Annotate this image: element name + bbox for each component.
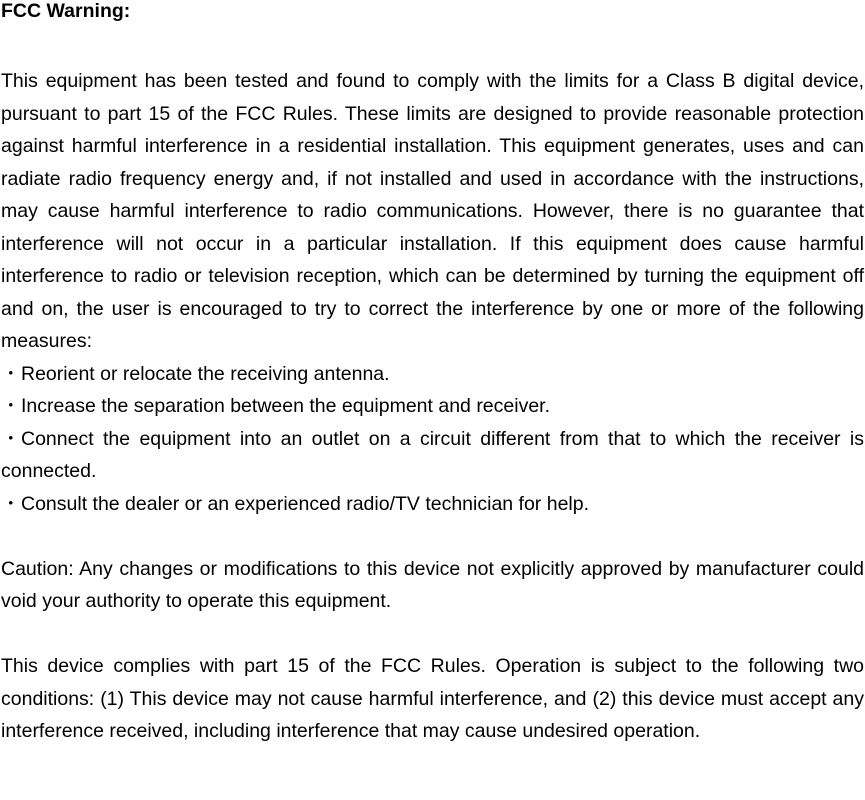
bullet-icon: ・: [1, 395, 21, 417]
measure-text: Consult the dealer or an experienced radio/TV technician for help.: [21, 492, 590, 515]
spacer: [1, 520, 864, 553]
document-title: FCC Warning:: [1, 0, 131, 22]
intro-paragraph: This equipment has been tested and found to comply with the limits for a Class B digital device, pursuant to part 15 of the FCC Rules. These limits are designed to provide reasonable protection against harmful interference in a residential installation. This equipment generates, uses and can radiate radio frequency energy and, if not installed and used in accordance with the instructions, may cause harmful interference to radio communications. However, there is no guarantee that interference will not occur in a particular installation. If this equipment does cause harmful interference to radio or television reception, which can be determined by turning the equipment off and on, the user is encouraged to try to correct the interference by one or more of the following measures:: [1, 70, 864, 352]
compliance-paragraph: This device complies with part 15 of the FCC Rules. Operation is subject to the following two conditions: (1) This device may not cause harmful interference, and (2) this device must accept any interference received, including interference that may cause undesired operation.: [1, 655, 864, 742]
bullet-icon: ・: [1, 362, 21, 385]
measure-item-3: [1, 423, 864, 488]
measure-text: Increase the separation between the equipment and receiver.: [21, 395, 551, 417]
measure-text: Connect the equipment into an outlet on a circuit different from that to which the receiver is connected.: [1, 427, 864, 482]
measure-item-4: [1, 488, 864, 521]
spacer: [1, 22, 864, 65]
bullet-icon: ・: [1, 492, 21, 515]
bullet-icon: ・: [1, 427, 21, 450]
spacer: [1, 618, 864, 651]
measure-item-1: [1, 358, 864, 391]
measure-text: Reorient or relocate the receiving antenna.: [21, 362, 390, 385]
measure-item-2: [1, 390, 864, 423]
caution-paragraph: Caution: Any changes or modifications to this device not explicitly approved by manufacturer could void your authority to operate this equipment.: [1, 557, 864, 612]
